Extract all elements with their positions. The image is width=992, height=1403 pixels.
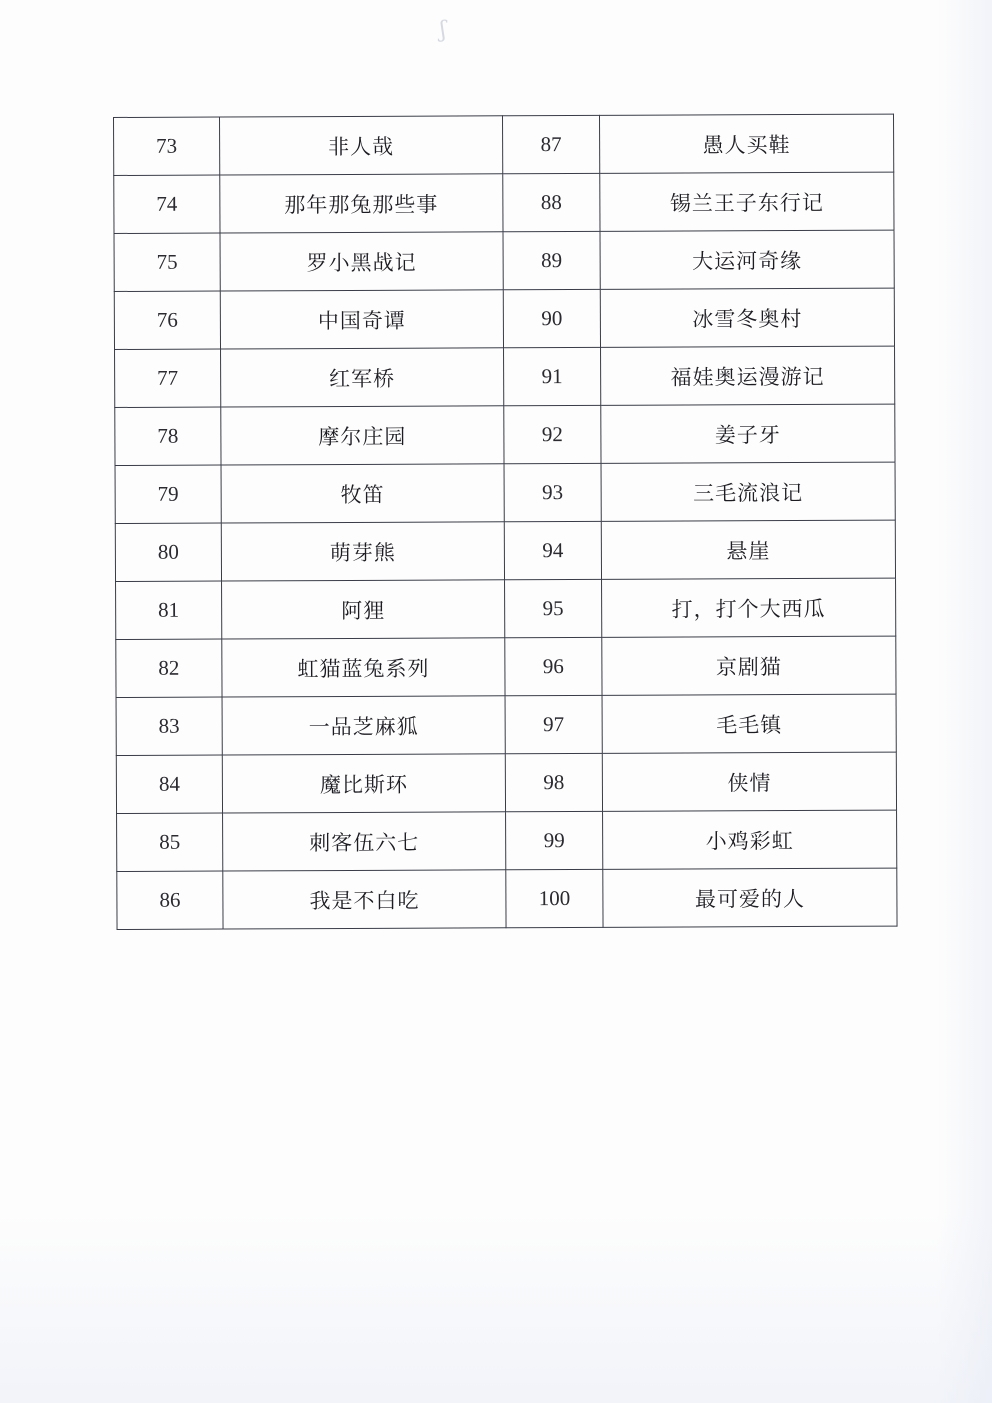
animation-title-table xyxy=(113,114,898,930)
left-title-cell: 罗小黑战记 xyxy=(220,232,503,291)
left-number-cell: 79 xyxy=(115,465,221,523)
right-title-cell: 福娃奥运漫游记 xyxy=(601,346,895,405)
table-row xyxy=(115,462,895,523)
right-number-cell: 94 xyxy=(504,521,601,579)
right-title-cell: 侠情 xyxy=(602,752,896,811)
right-title-cell: 最可爱的人 xyxy=(603,868,897,927)
table-row xyxy=(116,752,896,813)
table-row xyxy=(114,172,894,233)
left-number-cell: 83 xyxy=(116,697,222,755)
right-number-cell: 95 xyxy=(505,579,602,637)
left-title-cell: 萌芽熊 xyxy=(221,522,504,581)
right-title-cell: 愚人买鞋 xyxy=(599,114,893,173)
right-number-cell: 88 xyxy=(503,173,600,231)
right-title-cell: 打，打个大西瓜 xyxy=(602,578,896,637)
left-title-cell: 牧笛 xyxy=(221,464,504,523)
table-row xyxy=(117,810,897,871)
left-number-cell: 85 xyxy=(117,813,223,871)
left-title-cell: 阿狸 xyxy=(222,580,505,639)
left-title-cell: 非人哉 xyxy=(220,116,503,175)
left-title-cell: 魔比斯环 xyxy=(222,754,505,813)
left-number-cell: 80 xyxy=(115,523,221,581)
left-number-cell: 76 xyxy=(114,291,220,349)
table-row xyxy=(114,114,894,175)
table-row xyxy=(115,404,895,465)
left-number-cell: 74 xyxy=(114,175,220,233)
right-number-cell: 87 xyxy=(502,115,599,173)
left-title-cell: 一品芝麻狐 xyxy=(222,696,505,755)
left-number-cell: 73 xyxy=(114,117,220,175)
left-title-cell: 那年那兔那些事 xyxy=(220,174,503,233)
table-body xyxy=(114,114,898,929)
left-title-cell: 摩尔庄园 xyxy=(221,406,504,465)
right-title-cell: 毛毛镇 xyxy=(602,694,896,753)
left-number-cell: 75 xyxy=(114,233,220,291)
left-title-cell: 刺客伍六七 xyxy=(223,812,506,871)
right-number-cell: 91 xyxy=(504,347,601,405)
right-title-cell: 三毛流浪记 xyxy=(601,462,895,521)
right-number-cell: 90 xyxy=(503,289,600,347)
right-number-cell: 99 xyxy=(506,811,603,869)
table-row xyxy=(116,636,896,697)
left-title-cell: 红军桥 xyxy=(221,348,504,407)
right-number-cell: 97 xyxy=(505,695,602,753)
left-number-cell: 84 xyxy=(116,755,222,813)
right-number-cell: 93 xyxy=(504,463,601,521)
left-title-cell: 中国奇谭 xyxy=(220,290,503,349)
table-row xyxy=(115,520,895,581)
right-title-cell: 大运河奇缘 xyxy=(600,230,894,289)
right-title-cell: 冰雪冬奥村 xyxy=(600,288,894,347)
right-title-cell: 悬崖 xyxy=(601,520,895,579)
right-title-cell: 小鸡彩虹 xyxy=(603,810,897,869)
right-title-cell: 姜子牙 xyxy=(601,404,895,463)
faint-scan-mark: ʃ xyxy=(440,18,446,43)
left-number-cell: 78 xyxy=(115,407,221,465)
table-row xyxy=(114,288,894,349)
left-number-cell: 82 xyxy=(116,639,222,697)
scan-edge-shadow xyxy=(937,0,992,1403)
scan-bottom-shadow xyxy=(0,1213,992,1403)
right-number-cell: 100 xyxy=(506,869,603,927)
left-number-cell: 77 xyxy=(115,349,221,407)
right-number-cell: 89 xyxy=(503,231,600,289)
left-title-cell: 虹猫蓝兔系列 xyxy=(222,638,505,697)
left-number-cell: 86 xyxy=(117,871,223,929)
right-title-cell: 京剧猫 xyxy=(602,636,896,695)
table-row xyxy=(117,868,897,929)
table-row xyxy=(114,230,894,291)
table-row xyxy=(116,694,896,755)
table-row xyxy=(116,578,896,639)
table-row xyxy=(115,346,895,407)
right-number-cell: 98 xyxy=(505,753,602,811)
left-number-cell: 81 xyxy=(116,581,222,639)
right-number-cell: 96 xyxy=(505,637,602,695)
right-number-cell: 92 xyxy=(504,405,601,463)
right-title-cell: 锡兰王子东行记 xyxy=(600,172,894,231)
left-title-cell: 我是不白吃 xyxy=(223,870,506,929)
